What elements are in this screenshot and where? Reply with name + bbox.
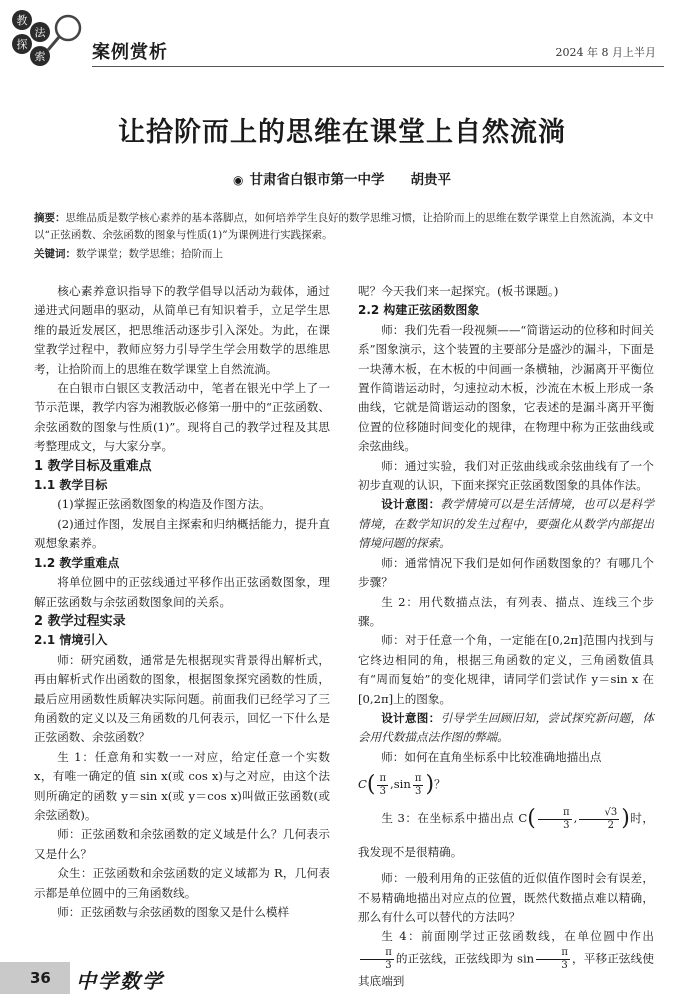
logo-char: 探 xyxy=(16,38,28,51)
page-header xyxy=(0,0,684,80)
subsection-heading: 2.1 情境引入 xyxy=(34,633,108,648)
paragraph: 师：研究函数，通常是先根据现实背景得出解析式，再由解析式作出函数的图象，根据图象探究函数的性质，最后应用函数性质解决实际问题。前面我们已经学习了三角函数的定义以及三角函数的几何表示，回忆一下什么是正弦函数、余弦函数？ xyxy=(34,652,330,745)
fraction: $\frac{\pi}{3}$ xyxy=(414,772,422,797)
paragraph: 生 3：在坐标系中描出点 C( $\frac{\pi}{3}$ , $\frac{√3}{2}$ )时，我发现不是很精确。 xyxy=(358,806,654,860)
paragraph: (2)通过作图，发展自主探索和归纳概括能力，提升直观想象素养。 xyxy=(34,516,330,551)
design-intent xyxy=(358,709,654,748)
paragraph: 师：我们先看一段视频——“简谐运动的位移和时间关系”图象演示，这个装置的主要部分是盛沙的漏斗，下面是一块薄木板，在木板的中间画一条横轴，沙漏离开平衡位置作简谐运动时，匀速拉动木板，沙流在木板上形成一条曲线，它就是简谐运动的图象，它表述的是漏斗离开平衡位置的位移随时间变化的规律，在物理中称为正弦曲线或余弦曲线。 xyxy=(358,322,654,454)
paragraph: 师：正弦函数与余弦函数的图象又是什么模样 xyxy=(57,905,290,919)
math-expression: C( $\frac{\pi}{3}$ ,sin $\frac{\pi}{3}$ )？ xyxy=(358,772,446,798)
design-intent xyxy=(358,495,654,553)
paragraph: 生 2：用代数描点法，有列表、描点、连线三个步骤。 xyxy=(358,594,654,628)
article-title: 让拾阶而上的思维在课堂上自然流淌 xyxy=(118,117,566,148)
fraction: $\frac{\pi}{3}$ xyxy=(538,807,572,832)
paragraph: 核心素养意识指导下的教学倡导以活动为载体，通过递进式问题串的驱动，从简单已有知识着手，立足学生思维的最近发展区，把思维活动逐步引入深处。为此，在课堂教学过程中，教师应努力引导学生学会用数学的思维思考，让拾阶而上的思维在数学课堂上自然流淌。 xyxy=(34,284,330,376)
design-intent-label: 设计意图： xyxy=(381,497,441,512)
abstract-label: 摘要： xyxy=(34,212,66,224)
keywords xyxy=(34,246,654,263)
design-intent-text: 教学情境可以是生活情境，也可以是科学情境，在数学知识的发生过程中，要强化从数学内部提出情境问题的探索。 xyxy=(358,497,654,551)
design-intent-label: 设计意图： xyxy=(381,710,441,725)
fraction: $\frac{√3}{2}$ xyxy=(579,807,619,832)
paragraph: 众生：正弦函数和余弦函数的定义域都为 R，几何表示都是单位圆中的三角函数线。 xyxy=(34,866,330,900)
left-column xyxy=(34,282,330,922)
page-footer xyxy=(0,962,684,1000)
affiliation: 甘肃省白银市第一中学 xyxy=(249,172,385,188)
abstract-text: 思维品质是数学核心素养的基本落脚点，如何培养学生良好的数学思维习惯，让拾阶而上的思维在数学课堂上自然流淌，本文中以“正弦函数、余弦函数的图象与性质(1)”为课例进行实践探索。 xyxy=(34,212,654,241)
keywords-text: 数学课堂；数学思维；拾阶而上 xyxy=(76,248,223,260)
paragraph: 将单位圆中的正弦线通过平移作出正弦函数图象，理解正弦函数与余弦函数图象间的关系。 xyxy=(34,575,330,609)
author-line xyxy=(0,168,684,188)
header-divider xyxy=(92,66,664,67)
design-intent-text: 引导学生回顾旧知，尝试探究新问题，体会用代数描点法作图的弊端。 xyxy=(358,710,654,745)
paragraph: 在白银市白银区支教活动中，笔者在银光中学上了一节示范课，教学内容为湘教版必修第一册中的“正弦函数、余弦函数的图象与性质(1)”。现将自己的教学过程及其思考整理成文，与大家分享。 xyxy=(34,381,330,454)
paragraph: 呢？今天我们来一起探究。(板书课题。) xyxy=(358,284,559,298)
abstract xyxy=(34,210,654,244)
section-title: 案例赏析 xyxy=(92,42,168,63)
subsection-heading: 1.1 教学目标 xyxy=(34,478,108,493)
right-column xyxy=(358,282,654,991)
issue-date: 2024 年 8 月上半月 xyxy=(555,46,656,59)
fraction: $\frac{\pi}{3}$ xyxy=(536,947,570,972)
logo-char: 教 xyxy=(16,14,28,27)
subsection-heading: 2.2 构建正弦函数图象 xyxy=(358,303,480,318)
abstract-block xyxy=(34,210,654,263)
logo-char: 索 xyxy=(34,50,46,63)
fraction: $\frac{\pi}{3}$ xyxy=(360,947,394,972)
logo-char: 法 xyxy=(34,26,46,39)
section-heading: 1 教学目标及重难点 xyxy=(34,458,152,474)
author-name: 胡贵平 xyxy=(410,172,451,188)
page-number: 36 xyxy=(30,969,51,987)
subsection-heading: 1.2 教学重难点 xyxy=(34,555,120,570)
paragraph: 师：正弦函数和余弦函数的定义域是什么？几何表示又是什么？ xyxy=(34,827,330,861)
paragraph: 生 1：任意角和实数一一对应，给定任意一个实数 x，有唯一确定的值 sin x(或 cos x)与之对应，由这个法则所确定的函数 y＝sin x(或 y＝cos x)叫做正弦函数(或余弦函数)。 xyxy=(34,749,330,822)
bullet-icon: ◉ xyxy=(233,173,244,187)
paragraph: 生 4：前面刚学过正弦函数线，在单位圆中作出 $\frac{\pi}{3}$ 的正弦线，正弦线即为 sin $\frac{\pi}{3}$ ，平移正弦线使其底端到 xyxy=(358,929,654,988)
column-logo xyxy=(8,8,88,70)
paragraph: 师：一般利用角的正弦值的近似值作图时会有误差，不易精确地描出对应点的位置，既然代数描点难以精确，那么有什么可以替代的方法吗？ xyxy=(358,871,654,924)
section-heading: 2 教学过程实录 xyxy=(34,613,126,629)
paragraph: 师：如何在直角坐标系中比较准确地描出点 xyxy=(381,749,602,764)
point-label: C xyxy=(358,777,367,792)
paragraph: 师：通过实验，我们对正弦曲线或余弦曲线有了一个初步直观的认识，下面来探究正弦函数图象的具体作法。 xyxy=(358,458,654,493)
paragraph: 师：通常情况下我们是如何作函数图象的？有哪几个步骤？ xyxy=(358,555,654,590)
keywords-label: 关键词： xyxy=(34,248,76,260)
fraction: $\frac{\pi}{3}$ xyxy=(379,772,387,797)
page-number-tab xyxy=(0,962,70,994)
sin-label: sin xyxy=(393,777,411,792)
journal-name: 中学数学 xyxy=(76,969,164,993)
paragraph: 师：对于任意一个角，一定能在[0,2π]范围内找到与它终边相同的角，根据三角函数的定义，三角函数值具有“周而复始”的变化规律，请同学们尝试作 y＝sin x 在[0,2π]上的图象。 xyxy=(358,633,654,706)
paragraph: (1)掌握正弦函数图象的构造及作图方法。 xyxy=(57,497,271,512)
